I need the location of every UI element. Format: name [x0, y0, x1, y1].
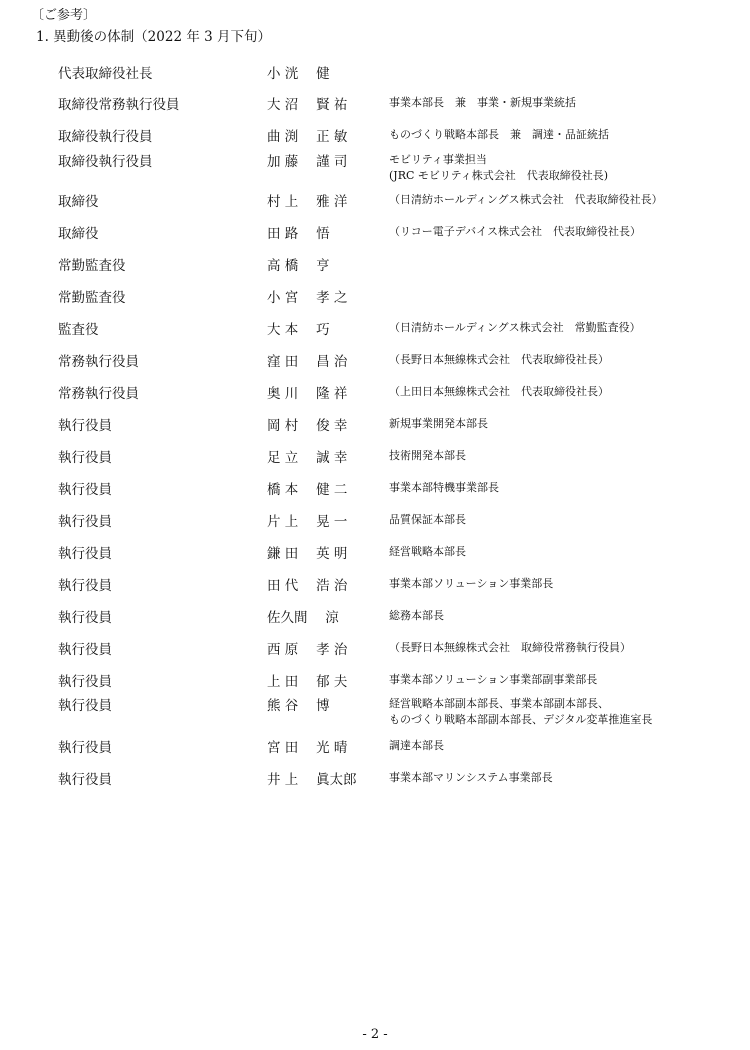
officer-title: 執行役員 — [58, 674, 112, 690]
officer-note-line: 経営戦略本部副本部長、事業本部副本部長、 — [389, 697, 609, 710]
officer-note-line: 総務本部長 — [389, 609, 444, 622]
officer-note — [389, 696, 652, 728]
officer-title: 取締役執行役員 — [58, 129, 153, 145]
officer-note — [389, 448, 466, 464]
officer-row — [0, 542, 750, 568]
officer-row — [0, 350, 750, 376]
officer-name: 井 上 眞太郎 — [267, 772, 357, 788]
officer-name: 小 宮 孝 之 — [267, 290, 348, 306]
officer-title: 常務執行役員 — [58, 386, 139, 402]
officer-note — [389, 224, 641, 240]
officer-name: 橋 本 健 二 — [267, 482, 348, 498]
officer-name: 上 田 郁 夫 — [267, 674, 348, 690]
officer-title: 常務執行役員 — [58, 354, 139, 370]
officer-note-line: 事業本部長 兼 事業・新規事業統括 — [389, 96, 576, 109]
officer-name: 大 沼 賢 祐 — [267, 97, 348, 113]
officer-title: 執行役員 — [58, 610, 112, 626]
officer-row — [0, 638, 750, 664]
officer-note — [389, 770, 553, 786]
officer-title: 執行役員 — [58, 450, 112, 466]
officer-name: 奥 川 隆 祥 — [267, 386, 348, 402]
officer-note-line: 事業本部ソリューション事業部副事業部長 — [389, 673, 598, 686]
officer-note-line: 新規事業開発本部長 — [389, 417, 488, 430]
officer-note-line: モビリティ事業担当 — [389, 153, 487, 166]
officer-title: 代表取締役社長 — [58, 66, 153, 82]
officer-name: 足 立 誠 幸 — [267, 450, 348, 466]
officer-title: 執行役員 — [58, 418, 112, 434]
officer-note-line: 事業本部マリンシステム事業部長 — [389, 771, 553, 784]
officer-row — [0, 694, 750, 726]
officer-title: 執行役員 — [58, 578, 112, 594]
section-heading: 1. 異動後の体制（2022 年 3 月下旬） — [36, 29, 271, 45]
officer-title: 執行役員 — [58, 740, 112, 756]
officer-title: 執行役員 — [58, 698, 112, 714]
officer-note — [389, 416, 488, 432]
officer-note-line: 事業本部ソリューション事業部長 — [389, 577, 554, 590]
officer-title: 監査役 — [58, 322, 99, 338]
officer-note-line: （リコー電子デバイス株式会社 代表取締役社長） — [389, 225, 642, 238]
officer-note-line: 調達本部長 — [389, 739, 444, 752]
officer-name: 田 路 悟 — [267, 226, 330, 242]
officer-row — [0, 190, 750, 216]
officer-name: 田 代 浩 治 — [267, 578, 348, 594]
officer-row — [0, 125, 750, 151]
officer-note — [389, 738, 444, 754]
officer-note — [389, 384, 609, 400]
officer-note-line: (JRC モビリティ株式会社 代表取締役社長) — [389, 169, 609, 182]
officer-row — [0, 222, 750, 248]
officer-row — [0, 93, 750, 119]
officer-note — [389, 576, 553, 592]
officer-title: 取締役 — [58, 194, 99, 210]
officer-row — [0, 286, 750, 312]
officer-title: 取締役 — [58, 226, 99, 242]
officer-note — [389, 480, 499, 496]
officer-name: 曲 渕 正 敏 — [267, 129, 348, 145]
officer-name: 小 洸 健 — [267, 66, 330, 82]
officer-name: 高 橋 亨 — [267, 258, 330, 274]
officer-note-line: （長野日本無線株式会社 代表取締役社長） — [389, 353, 609, 366]
reference-label: 〔ご参考〕 — [31, 8, 97, 23]
officer-row — [0, 670, 750, 696]
officer-note — [389, 127, 609, 143]
officer-row — [0, 414, 750, 440]
officer-note-line: （日清紡ホールディングス株式会社 代表取締役社長） — [389, 193, 663, 206]
officer-row — [0, 768, 750, 794]
officer-note-line: ものづくり戦略本部副本部長、デジタル変革推進室長 — [389, 713, 653, 726]
officer-note — [389, 512, 466, 528]
officer-row — [0, 446, 750, 472]
officer-note — [389, 640, 631, 656]
officer-row — [0, 478, 750, 504]
officer-title: 執行役員 — [58, 546, 112, 562]
officer-note — [389, 95, 576, 111]
officer-name: 加 藤 謹 司 — [267, 154, 348, 170]
officer-name: 窪 田 昌 治 — [267, 354, 348, 370]
officer-name: 佐久間 涼 — [267, 610, 339, 626]
officer-row — [0, 382, 750, 408]
officer-name: 鎌 田 英 明 — [267, 546, 348, 562]
officer-note — [389, 608, 444, 624]
officer-name: 片 上 晃 一 — [267, 514, 348, 530]
officer-title: 取締役執行役員 — [58, 154, 153, 170]
officer-note-line: 技術開発本部長 — [389, 449, 466, 462]
officer-note-line: （日清紡ホールディングス株式会社 常勤監査役） — [389, 321, 641, 334]
officer-row — [0, 574, 750, 600]
officer-note — [389, 152, 608, 184]
officer-title: 取締役常務執行役員 — [58, 97, 180, 113]
officer-note — [389, 192, 663, 208]
officer-name: 村 上 雅 洋 — [267, 194, 348, 210]
officer-note-line: 経営戦略本部長 — [389, 545, 466, 558]
officer-name: 岡 村 俊 幸 — [267, 418, 348, 434]
officer-title: 執行役員 — [58, 514, 112, 530]
page-number: - 2 - — [362, 1027, 388, 1042]
officer-note — [389, 544, 466, 560]
officer-title: 執行役員 — [58, 482, 112, 498]
officer-note-line: 事業本部特機事業部長 — [389, 481, 499, 494]
officer-title: 常勤監査役 — [58, 258, 126, 274]
officer-note — [389, 352, 609, 368]
officer-note-line: （上田日本無線株式会社 代表取締役社長） — [389, 385, 609, 398]
officer-title: 常勤監査役 — [58, 290, 126, 306]
officer-note-line: ものづくり戦略本部長 兼 調達・品証統括 — [389, 128, 609, 141]
officer-row — [0, 510, 750, 536]
officer-name: 熊 谷 博 — [267, 698, 330, 714]
officer-name: 大 本 巧 — [267, 322, 330, 338]
officer-row — [0, 318, 750, 344]
officer-note-line: 品質保証本部長 — [389, 513, 466, 526]
officer-note-line: （長野日本無線株式会社 取締役常務執行役員） — [389, 641, 631, 654]
officer-row — [0, 606, 750, 632]
officer-note — [389, 672, 597, 688]
officer-row — [0, 62, 750, 88]
officer-name: 西 原 孝 治 — [267, 642, 348, 658]
officer-title: 執行役員 — [58, 772, 112, 788]
officer-title: 執行役員 — [58, 642, 112, 658]
officer-row — [0, 736, 750, 762]
officer-note — [389, 320, 641, 336]
officer-row — [0, 150, 750, 182]
officer-row — [0, 254, 750, 280]
officer-name: 宮 田 光 晴 — [267, 740, 348, 756]
